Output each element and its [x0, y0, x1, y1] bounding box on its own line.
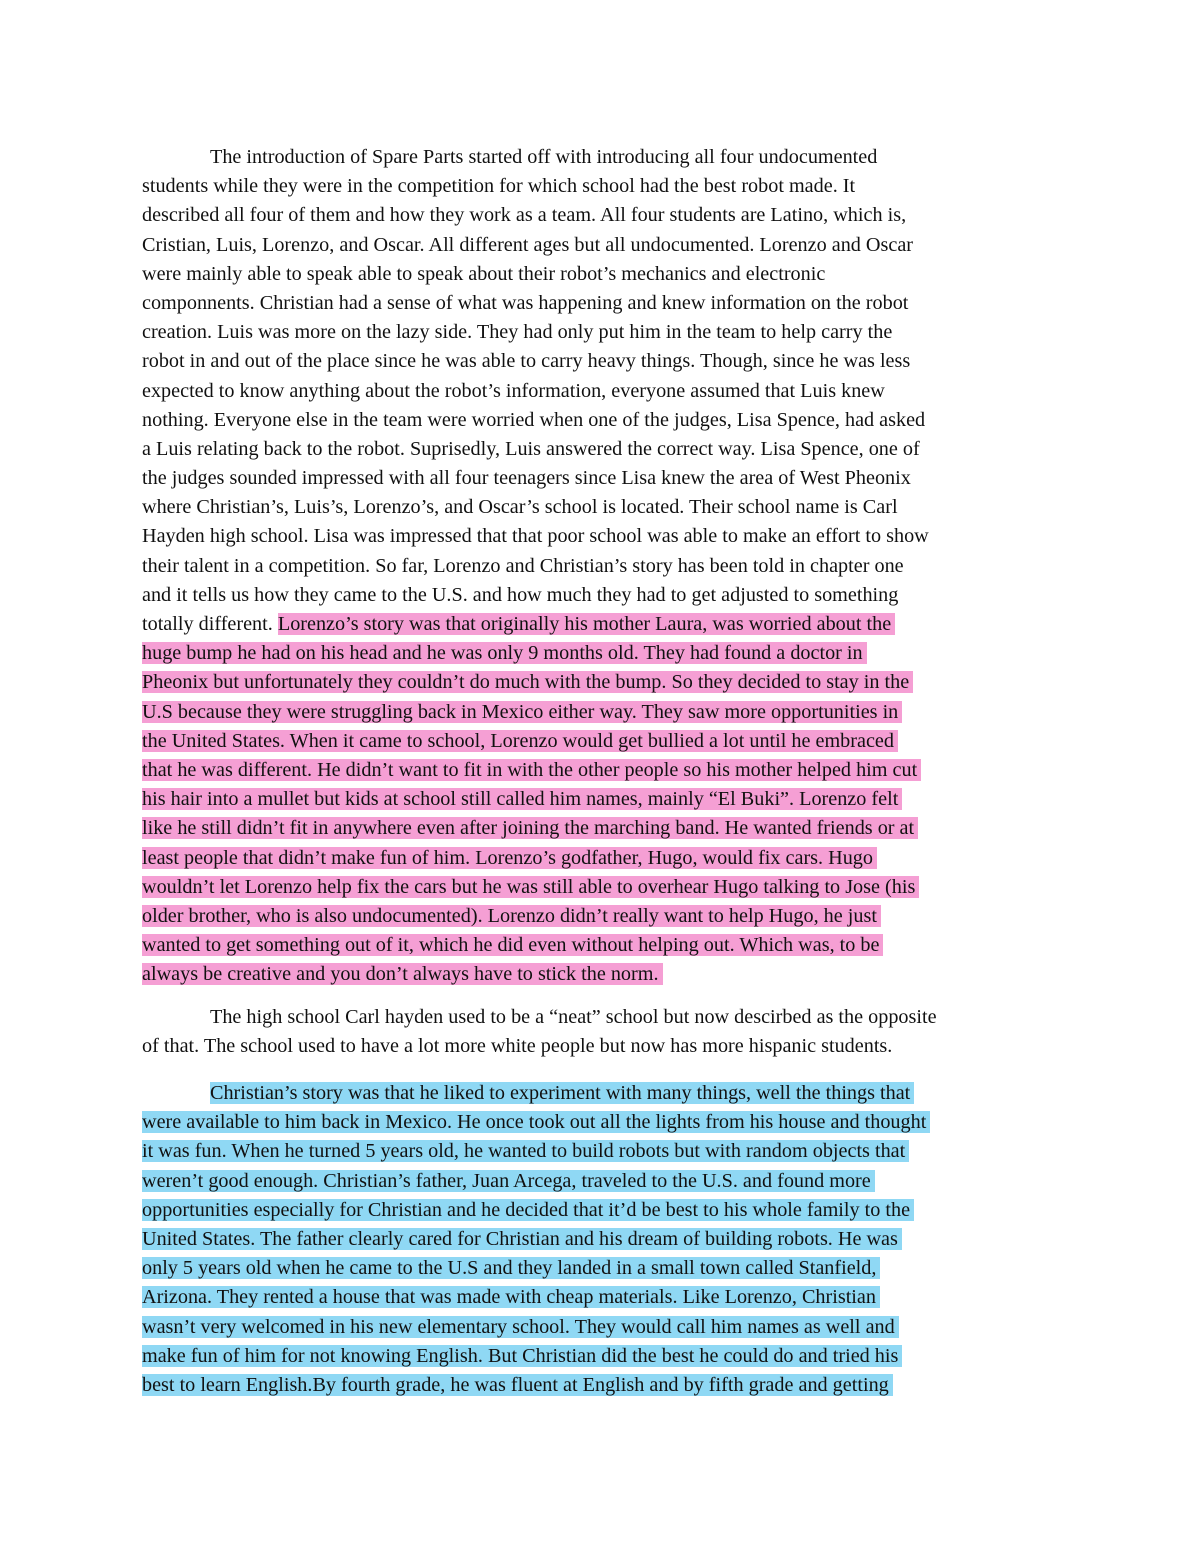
text-line: [142, 435, 1066, 464]
text-span: totally different.: [142, 613, 278, 635]
text-span: were mainly able to speak able to speak about their robot’s mechanics and electronic: [142, 262, 826, 285]
text-line: [142, 1137, 1066, 1166]
text-line: [142, 143, 1066, 172]
text-line: [142, 318, 1066, 347]
highlighted-text: like he still didn’t fit in anywhere even after joining the marching band. He wanted friends or at: [142, 817, 918, 839]
text-span: Hayden high school. Lisa was impressed that that poor school was able to make an effort to show: [142, 525, 929, 548]
highlighted-text: only 5 years old when he came to the U.S and they landed in a small town called Stanfield,: [142, 1257, 880, 1279]
text-span: a Luis relating back to the robot. Suprisedly, Luis answered the correct way. Lisa Spence, one of: [142, 437, 920, 460]
text-span: described all four of them and how they work as a team. All four students are Latino, which is,: [142, 204, 907, 227]
paragraph-introduction: [142, 143, 1066, 989]
text-span: componnents. Christian had a sense of what was happening and knew information on the robot: [142, 291, 909, 314]
text-line: [142, 231, 1066, 260]
text-line: [142, 1254, 1066, 1283]
paragraph-school: [142, 1003, 1066, 1061]
text-line: [142, 639, 1066, 668]
text-span: The high school Carl hayden used to be a “neat” school but now descirbed as the opposite: [210, 1006, 937, 1028]
text-span: and it tells us how they came to the U.S. and how much they had to get adjusted to something: [142, 583, 899, 606]
text-line: [142, 464, 1066, 493]
highlighted-text: wanted to get something out of it, which he did even without helping out. Which was, to be: [142, 934, 883, 956]
paragraph-christian: [142, 1079, 1066, 1400]
text-line: [142, 201, 1066, 230]
highlighted-text: U.S because they were struggling back in Mexico either way. They saw more opportunities in: [142, 701, 902, 723]
highlighted-text: Pheonix but unfortunately they couldn’t do much with the bump. So they decided to stay in the: [142, 671, 913, 693]
text-line: [142, 902, 1066, 931]
text-line: [142, 844, 1066, 873]
text-span: of that. The school used to have a lot more white people but now has more hispanic students.: [142, 1035, 893, 1058]
text-line: [142, 347, 1066, 376]
text-line: [142, 552, 1066, 581]
text-line: [142, 727, 1066, 756]
highlighted-text: Arizona. They rented a house that was made with cheap materials. Like Lorenzo, Christian: [142, 1286, 880, 1308]
text-span: robot in and out of the place since he was able to carry heavy things. Though, since he was less: [142, 350, 911, 373]
text-line: [142, 1313, 1066, 1342]
highlighted-text: Lorenzo’s story was that originally his mother Laura, was worried about the: [278, 613, 895, 635]
highlighted-text: least people that didn’t make fun of him. Lorenzo’s godfather, Hugo, would fix cars. Hugo: [142, 847, 877, 869]
text-line: [142, 1032, 1066, 1061]
text-span: expected to know anything about the robot’s information, everyone assumed that Luis knew: [142, 379, 885, 402]
text-line: [142, 785, 1066, 814]
text-line: [142, 1003, 1066, 1032]
text-line: [142, 960, 1066, 989]
highlighted-text: the United States. When it came to school, Lorenzo would get bullied a lot until he embraced: [142, 730, 898, 752]
text-line: [142, 1371, 1066, 1400]
text-line: [142, 873, 1066, 902]
text-span: the judges sounded impressed with all four teenagers since Lisa knew the area of West Pheonix: [142, 467, 911, 490]
highlighted-text: were available to him back in Mexico. He once took out all the lights from his house and thought: [142, 1111, 930, 1133]
text-line: [142, 172, 1066, 201]
highlighted-text: older brother, who is also undocumented). Lorenzo didn’t really want to help Hugo, he just: [142, 905, 881, 927]
highlighted-text: weren’t good enough. Christian’s father, Juan Arcega, traveled to the U.S. and found more: [142, 1170, 875, 1192]
highlighted-text: huge bump he had on his head and he was only 9 months old. They had found a doctor in: [142, 642, 867, 664]
text-span: Cristian, Luis, Lorenzo, and Oscar. All different ages but all undocumented. Lorenzo and Oscar: [142, 233, 914, 256]
text-line: [142, 1283, 1066, 1312]
text-line: [142, 931, 1066, 960]
highlighted-text: it was fun. When he turned 5 years old, he wanted to build robots but with random objects that: [142, 1140, 909, 1162]
text-line: [142, 1108, 1066, 1137]
text-line: [142, 756, 1066, 785]
text-line: [142, 377, 1066, 406]
highlighted-text: wouldn’t let Lorenzo help fix the cars but he was still able to overhear Hugo talking to Jose (his: [142, 876, 919, 898]
text-span: nothing. Everyone else in the team were worried when one of the judges, Lisa Spence, had asked: [142, 408, 926, 431]
text-line: [142, 1342, 1066, 1371]
highlighted-text: that he was different. He didn’t want to fit in with the other people so his mother helped him cut: [142, 759, 921, 781]
highlighted-text: always be creative and you don’t always have to stick the norm.: [142, 963, 663, 985]
text-line: [142, 814, 1066, 843]
text-span: creation. Luis was more on the lazy side. They had only put him in the team to help carry the: [142, 321, 893, 344]
highlighted-text: best to learn English.By fourth grade, he was fluent at English and by fifth grade and getting: [142, 1374, 893, 1396]
text-line: [142, 1225, 1066, 1254]
highlighted-text: Christian’s story was that he liked to experiment with many things, well the things that: [210, 1082, 914, 1104]
text-line: [142, 1196, 1066, 1225]
text-span: students while they were in the competition for which school had the best robot made. It: [142, 175, 856, 198]
text-span: The introduction of Spare Parts started off with introducing all four undocumented: [210, 146, 878, 168]
text-line: [142, 260, 1066, 289]
text-line: [142, 406, 1066, 435]
text-line: [142, 610, 1066, 639]
highlighted-text: make fun of him for not knowing English. But Christian did the best he could do and tried his: [142, 1345, 902, 1367]
text-line: [142, 698, 1066, 727]
text-line: [142, 493, 1066, 522]
text-line: [142, 668, 1066, 697]
highlighted-text: his hair into a mullet but kids at school still called him names, mainly “El Buki”. Lorenzo felt: [142, 788, 902, 810]
text-line: [142, 289, 1066, 318]
text-line: [142, 522, 1066, 551]
text-span: where Christian’s, Luis’s, Lorenzo’s, and Oscar’s school is located. Their school name is Carl: [142, 496, 898, 519]
text-span: their talent in a competition. So far, Lorenzo and Christian’s story has been told in chapter one: [142, 554, 904, 577]
text-line: [142, 1167, 1066, 1196]
text-line: [142, 581, 1066, 610]
text-line: [142, 1079, 1066, 1108]
highlighted-text: opportunities especially for Christian and he decided that it’d be best to his whole family to the: [142, 1199, 914, 1221]
highlighted-text: United States. The father clearly cared for Christian and his dream of building robots. He was: [142, 1228, 902, 1250]
highlighted-text: wasn’t very welcomed in his new elementary school. They would call him names as well and: [142, 1316, 899, 1338]
